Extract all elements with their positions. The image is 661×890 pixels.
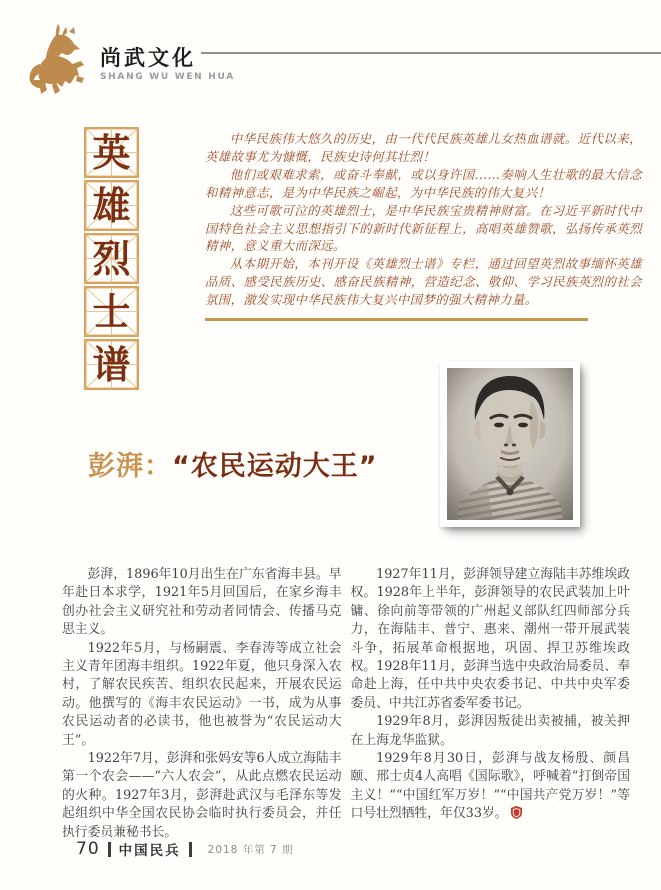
series-char: 烈: [92, 235, 131, 281]
body-paragraph: 彭湃，1896年10月出生在广东省海丰县。早年赴日本求学，1921年5月回国后，在家乡海丰创办社会主义研究社和劳动者同情会、传播马克思主义。: [62, 567, 342, 638]
title-char-box: [84, 339, 139, 390]
magazine-name: 中国民兵: [118, 843, 181, 859]
article-end-shield-icon: [511, 806, 522, 819]
body-paragraph: 1927年11月，彭湃领导建立海陆丰苏维埃政权。1928年上半年，彭湃领导的农民武装加上叶镛、徐向前等带领的广州起义部队红四师部分兵力，在海陆丰、普宁、惠来、潮州一带开展武装斗争，拓展革命根据地，巩固、捍卫苏维埃政权。1928年11月，彭湃当选中央政治局委员、奉命赴上海，任中共中央农委书记、中共中央军委委员、中共江苏省委军委书记。: [350, 567, 630, 711]
series-char: 谱: [92, 341, 131, 387]
title-char-box: [84, 180, 139, 231]
preamble-paragraph: 从本期开始，本刊开设《英雄烈士谱》专栏，通过回望英烈故事缅怀英雄品质、感受民族历史、感奋民族精神，营造纪念、敬仰、学习民族英烈的社会氛围，激发实现中华民族伟大复兴中国梦的强大精神力量。: [205, 256, 642, 308]
page-footer: [76, 839, 294, 859]
preamble-paragraph: 这些可歌可泣的英雄烈士，是中华民族宝贵精神财富。在习近平新时代中国特色社会主义思想指引下的新时代新征程上，高唱英雄赞歌，弘扬传承英烈精神，意义重大而深远。: [205, 202, 642, 254]
series-title-vertical: [84, 127, 139, 390]
header-rule: [201, 52, 661, 54]
body-paragraph: 1929年8月，彭湃因叛徒出卖被捕，被关押在上海龙华监狱。: [350, 714, 630, 748]
brand-subtitle: SHANG WU WEN HUA: [100, 72, 235, 82]
article-title-name: 彭湃：: [88, 451, 172, 482]
body-column-right: [351, 566, 631, 842]
page-number: 70: [76, 839, 100, 859]
brand-title: 尚武文化: [100, 46, 196, 70]
title-char-box: [84, 286, 139, 337]
body-paragraph: 1922年7月，彭湃和张妈安等6人成立海陆丰第一个农会——“六人农会”，从此点燃农民运动的火种。1927年3月，彭湃赴武汉与毛泽东等发起组织中华全国农民协会临时执行委员会，并任执行委员兼秘书长。: [62, 751, 342, 840]
series-char: 雄: [92, 182, 131, 228]
title-char-box: [84, 233, 139, 284]
title-char-box: [84, 127, 139, 178]
body-paragraph: 1922年5月，与杨嗣震、李春涛等成立社会主义青年团海丰组织。1922年夏，他只身深入农村，了解农民疾苦、组织农民起来，开展农民运动。他撰写的《海丰农民运动》一书，成为从事农民运动者的必读书，他也被誉为“农民运动大王”。: [62, 640, 342, 748]
footer-separator: [108, 842, 111, 857]
issue-label: 2018 年第 7 期: [207, 843, 294, 856]
article-body: [62, 566, 630, 842]
preamble-paragraph: 他们或艰难求索，或奋斗奉献，或以身许国……奏响人生壮歌的最大信念和精神意志，是为中华民族之崛起，为中华民族的伟大复兴！: [205, 166, 642, 200]
preamble-block: [205, 130, 642, 309]
footer-separator: [189, 842, 192, 857]
article-title: [88, 452, 378, 482]
series-char: 英: [92, 129, 131, 175]
portrait-illustration: [447, 368, 573, 520]
rearing-horse-logo-icon: [28, 24, 92, 96]
series-char: 士: [92, 288, 131, 334]
article-title-quote: “农民运动大王”: [172, 451, 378, 482]
preamble-paragraph: 中华民族伟大悠久的历史，由一代代民族英雄儿女热血谱就。近代以来，英雄故事尤为慷慨，民族史诗何其壮烈！: [205, 131, 642, 164]
body-column-left: [62, 566, 342, 842]
body-paragraph: [351, 750, 631, 824]
body-paragraph-text: 1929年8月30日，彭湃与战友杨殷、颜昌颐、邢士贞4人高唱《国际歌》，呼喊着“打倒帝国主义！”“中国红军万岁！”“中国共产党万岁！”等口号壮烈牺牲，年仅33岁。: [350, 751, 630, 822]
portrait-photo: [440, 361, 580, 527]
section-divider-rule: [205, 318, 588, 321]
